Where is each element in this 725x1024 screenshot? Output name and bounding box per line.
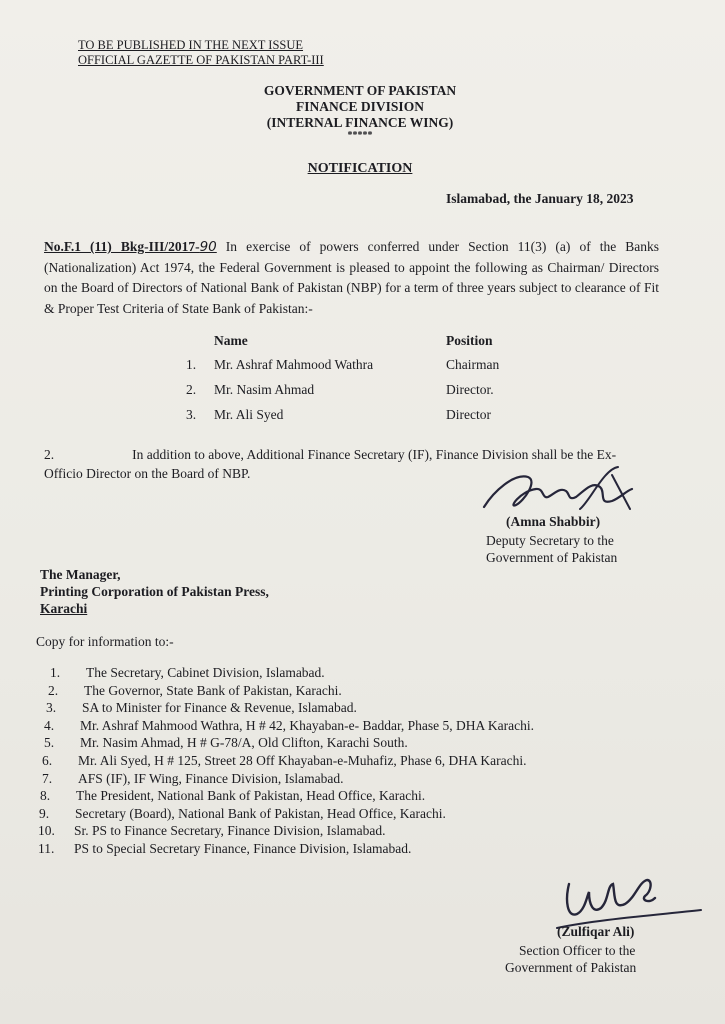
copy-list [36,664,534,858]
table-row-num: 1. [186,357,197,372]
table-row-num: 2. [186,382,197,397]
list-item-number: 7. [42,770,53,786]
addressee-line-3: Karachi [40,601,88,616]
gazette-line-2: OFFICIAL GAZETTE OF PAKISTAN PART-III [78,53,324,67]
table-row-name: Mr. Ashraf Mahmood Wathra [214,357,374,372]
list-item-text: Sr. PS to Finance Secretary, Finance Division, Islamabad. [74,823,386,839]
list-item [36,840,534,858]
header-wing: (INTERNAL FINANCE WING) [266,115,454,130]
list-item-text: SA to Minister for Finance & Revenue, Islamabad. [82,700,357,716]
table-header-position: Position [446,333,493,348]
addressee [40,566,269,617]
signatory-2-title-line-1: Section Officer to the [519,943,636,958]
list-item-text: The President, National Bank of Pakistan, Head Office, Karachi. [76,788,426,804]
addressee-line-2: Printing Corporation of Pakistan Press, [40,584,269,599]
signatory-1-title-line-2: Government of Pakistan [486,550,618,565]
reference-number-printed: No.F.1 (11) Bkg-III/2017- [44,239,200,254]
signatory-1-title-line-1: Deputy Secretary to the [486,533,614,548]
paragraph-1 [44,237,659,319]
list-item-number: 1. [50,665,61,680]
list-item [36,734,534,752]
list-item-number: 4. [44,717,55,733]
reference-number-handwritten: 90 [199,239,217,255]
list-item-text: The Secretary, Cabinet Division, Islamabad. [86,665,325,680]
paragraph-2-number: 2. [44,447,55,462]
signatory-2-name: (Zulfiqar Ali) [557,924,635,939]
list-item [36,717,534,735]
list-item-number: 11. [38,840,55,856]
table-row-position: Director [446,407,491,422]
header-division: FINANCE DIVISION [296,99,424,114]
reference-number [44,239,217,254]
gazette-line-1: TO BE PUBLISHED IN THE NEXT ISSUE [78,38,304,52]
header-stars: ***** [347,130,373,141]
list-item-number: 8. [40,788,51,804]
list-item [36,752,534,770]
list-item-number: 10. [38,823,55,839]
list-item [36,822,534,840]
table-row-position: Chairman [446,357,500,372]
list-item-text: Secretary (Board), National Bank of Pakistan, Head Office, Karachi. [75,805,446,821]
list-item-text: Mr. Ali Syed, H # 125, Street 28 Off Khayaban-e-Muhafiz, Phase 6, DHA Karachi. [78,752,527,768]
notification-title: NOTIFICATION [307,161,413,176]
table-row-name: Mr. Ali Syed [214,407,284,422]
list-item [36,805,534,823]
list-item-number: 9. [39,805,50,821]
list-item-text: The Governor, State Bank of Pakistan, Karachi. [84,682,342,698]
copy-heading: Copy for information to:- [36,634,174,649]
list-item-number: 6. [42,752,53,768]
list-item [36,664,534,682]
list-item-text: Mr. Ashraf Mahmood Wathra, H # 42, Khayaban-e- Baddar, Phase 5, DHA Karachi. [80,717,535,733]
list-item-number: 3. [46,700,57,716]
table-row-num: 3. [186,407,197,422]
list-item-number: 5. [44,735,55,751]
list-item [36,682,534,700]
notification-date: Islamabad, the January 18, 2023 [446,191,634,206]
list-item [36,699,534,717]
list-item [36,787,534,805]
header-government: GOVERNMENT OF PAKISTAN [263,83,457,98]
list-item-text: PS to Special Secretary Finance, Finance Division, Islamabad. [74,840,412,856]
paragraph-1-text: In exercise of powers conferred under Section 11(3) (a) of the Banks (Nationalization) Act 1974, the Federal Government is pleased to appoint the following as Chairman/ Directors on the Board of Directors of National Bank of Pakistan (NBP) for a term of three years subject to clearance of Fit & Proper Test Criteria of State Bank of Pakistan:- [44,239,659,316]
signatory-1-name: (Amna Shabbir) [506,514,601,529]
addressee-line-1: The Manager, [40,567,121,582]
table-header-name: Name [214,333,248,348]
gazette-notice [78,38,324,68]
list-item-number: 2. [48,682,59,698]
table-row-name: Mr. Nasim Ahmad [214,382,315,397]
list-item [36,770,534,788]
list-item-text: Mr. Nasim Ahmad, H # G-78/A, Old Clifton, Karachi South. [80,735,408,751]
paragraph-2-text: In addition to above, Additional Finance Secretary (IF), Finance Division shall be the Ex-Officio Director on the Board of NBP. [44,447,617,481]
signatory-2-title-line-2: Government of Pakistan [505,960,637,975]
list-item-text: AFS (IF), IF Wing, Finance Division, Islamabad. [78,770,344,786]
table-row-position: Director. [446,382,494,397]
